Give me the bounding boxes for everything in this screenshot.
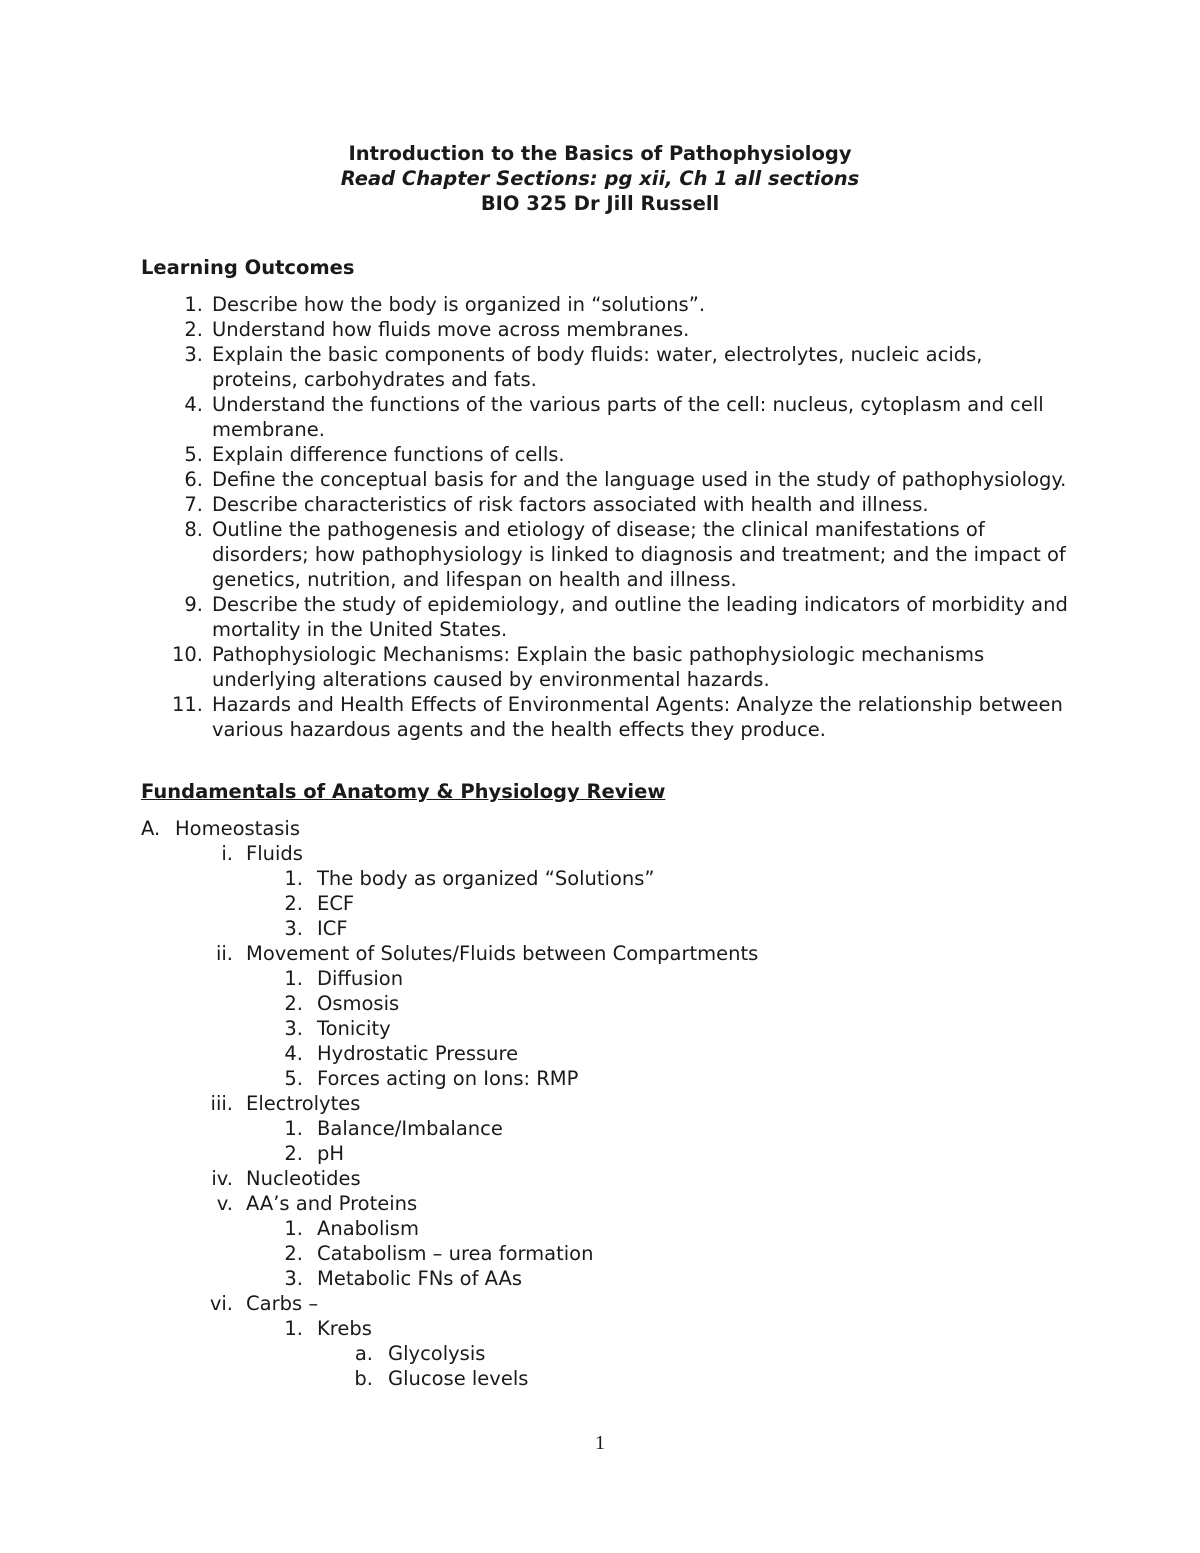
outline-marker: 4.: [284, 1042, 303, 1065]
learning-outcomes-list: [141, 292, 1071, 742]
outline-item: [141, 916, 1071, 941]
outline-text: Electrolytes: [246, 1092, 361, 1115]
outline-marker: a.: [354, 1342, 373, 1365]
learning-outcome-text: Describe the study of epidemiology, and outline the leading indicators of morbidity and mortality in the United States.: [212, 593, 1068, 641]
learning-outcome-item: [141, 642, 1071, 692]
outline-text: pH: [317, 1142, 345, 1165]
learning-outcome-item: [141, 467, 1071, 492]
outline-marker: ii.: [215, 942, 233, 965]
outline-item: [141, 1016, 1071, 1041]
outline-item: [141, 1216, 1071, 1241]
outline-marker: i.: [221, 842, 233, 865]
outline-marker: 2.: [284, 1142, 303, 1165]
outline-text: Nucleotides: [246, 1167, 361, 1190]
document-header: [0, 141, 1200, 216]
outline-marker: 3.: [284, 917, 303, 940]
outline-marker: 1.: [284, 1317, 303, 1340]
list-number: 5.: [184, 443, 203, 466]
reading-assignment: Read Chapter Sections: pg xii, Ch 1 all sections: [340, 167, 860, 190]
learning-outcome-text: Describe characteristics of risk factors associated with health and illness.: [212, 493, 929, 516]
outline-marker: v.: [216, 1192, 233, 1215]
outline-marker: 1.: [284, 867, 303, 890]
learning-outcome-text: Understand how fluids move across membranes.: [212, 318, 690, 341]
learning-outcome-text: Explain the basic components of body fluids: water, electrolytes, nucleic acids, proteins, carbohydrates and fats.: [212, 343, 983, 391]
learning-outcome-text: Describe how the body is organized in “solutions”.: [212, 293, 706, 316]
outline-item: [141, 1166, 1071, 1191]
outline-marker: 3.: [284, 1017, 303, 1040]
page-number: 1: [595, 1432, 605, 1454]
outline-text: Glycolysis: [388, 1342, 486, 1365]
outline-text: AA’s and Proteins: [246, 1192, 418, 1215]
outline-marker: 2.: [284, 1242, 303, 1265]
outline-item: [141, 1191, 1071, 1216]
outline-item: [141, 1241, 1071, 1266]
learning-outcome-item: [141, 492, 1071, 517]
list-number: 8.: [184, 518, 203, 541]
outline-item: [141, 1116, 1071, 1141]
outline-text: Homeostasis: [175, 817, 301, 840]
outline-item: [141, 816, 1071, 841]
list-number: 4.: [184, 393, 203, 416]
learning-outcome-item: [141, 442, 1071, 467]
outline-text: Hydrostatic Pressure: [317, 1042, 519, 1065]
outline-marker: 1.: [284, 1217, 303, 1240]
outline-item: [141, 1366, 1071, 1391]
list-number: 3.: [184, 343, 203, 366]
list-number: 10.: [171, 643, 203, 666]
outline-item: [141, 1316, 1071, 1341]
outline-text: Balance/Imbalance: [317, 1117, 503, 1140]
outline-text: Carbs –: [246, 1292, 319, 1315]
outline-item: [141, 1266, 1071, 1291]
outline-marker: 1.: [284, 1117, 303, 1140]
learning-outcome-item: [141, 692, 1071, 742]
learning-outcome-item: [141, 317, 1071, 342]
outline-text: Glucose levels: [388, 1367, 529, 1390]
outline-text: Metabolic FNs of AAs: [317, 1267, 523, 1290]
outline-item: [141, 841, 1071, 866]
outline-marker: iii.: [210, 1092, 233, 1115]
document-title: Introduction to the Basics of Pathophysiology: [348, 142, 852, 165]
outline-item: [141, 941, 1071, 966]
outline-text: ECF: [317, 892, 355, 915]
learning-outcome-text: Define the conceptual basis for and the language used in the study of pathophysiology.: [212, 468, 1067, 491]
outline-item: [141, 1066, 1071, 1091]
outline-marker: 2.: [284, 892, 303, 915]
outline-marker: b.: [354, 1367, 373, 1390]
learning-outcome-item: [141, 592, 1071, 642]
learning-outcome-text: Pathophysiologic Mechanisms: Explain the basic pathophysiologic mechanisms underlying alterations caused by environmental hazards.: [212, 643, 985, 691]
outline-item: [141, 1291, 1071, 1316]
outline-text: Fluids: [246, 842, 303, 865]
outline-text: Anabolism: [317, 1217, 419, 1240]
list-number: 11.: [171, 693, 203, 716]
outline-text: The body as organized “Solutions”: [317, 867, 655, 890]
outline-text: Diffusion: [317, 967, 404, 990]
outline-text: Osmosis: [317, 992, 400, 1015]
course-instructor: BIO 325 Dr Jill Russell: [480, 192, 720, 215]
outline-marker: 1.: [284, 967, 303, 990]
list-number: 7.: [184, 493, 203, 516]
outline-item: [141, 1041, 1071, 1066]
outline-marker: 5.: [284, 1067, 303, 1090]
outline-text: ICF: [317, 917, 348, 940]
list-number: 6.: [184, 468, 203, 491]
learning-outcome-item: [141, 342, 1071, 392]
outline-text: Krebs: [317, 1317, 372, 1340]
outline-text: Movement of Solutes/Fluids between Compartments: [246, 942, 759, 965]
outline-item: [141, 1091, 1071, 1116]
outline-item: [141, 1341, 1071, 1366]
outline-marker: A.: [141, 817, 161, 840]
outline-text: Tonicity: [317, 1017, 391, 1040]
list-number: 9.: [184, 593, 203, 616]
outline-item: [141, 1141, 1071, 1166]
outline-marker: vi.: [209, 1292, 233, 1315]
learning-outcome-item: [141, 517, 1071, 592]
outline-item: [141, 891, 1071, 916]
learning-outcome-text: Hazards and Health Effects of Environmental Agents: Analyze the relationship between various hazardous agents and the health effects they produce.: [212, 693, 1063, 741]
outline-item: [141, 966, 1071, 991]
outline-item: [141, 866, 1071, 891]
learning-outcome-text: Explain difference functions of cells.: [212, 443, 565, 466]
list-number: 2.: [184, 318, 203, 341]
learning-outcome-item: [141, 292, 1071, 317]
list-number: 1.: [184, 293, 203, 316]
outline-marker: iv.: [211, 1167, 233, 1190]
fundamentals-heading: Fundamentals of Anatomy & Physiology Review: [141, 780, 666, 803]
outline-marker: 3.: [284, 1267, 303, 1290]
fundamentals-outline: [141, 816, 1071, 1391]
learning-outcomes-heading: Learning Outcomes: [141, 256, 355, 279]
outline-text: Forces acting on Ions: RMP: [317, 1067, 579, 1090]
learning-outcome-item: [141, 392, 1071, 442]
outline-item: [141, 991, 1071, 1016]
learning-outcome-text: Outline the pathogenesis and etiology of disease; the clinical manifestations of disorders; how pathophysiology is linked to diagnosis and treatment; and the impact of genetics, nutrition, and lifespan on health and illness.: [212, 518, 1066, 591]
outline-marker: 2.: [284, 992, 303, 1015]
outline-text: Catabolism – urea formation: [317, 1242, 594, 1265]
learning-outcome-text: Understand the functions of the various parts of the cell: nucleus, cytoplasm and cell membrane.: [212, 393, 1044, 441]
